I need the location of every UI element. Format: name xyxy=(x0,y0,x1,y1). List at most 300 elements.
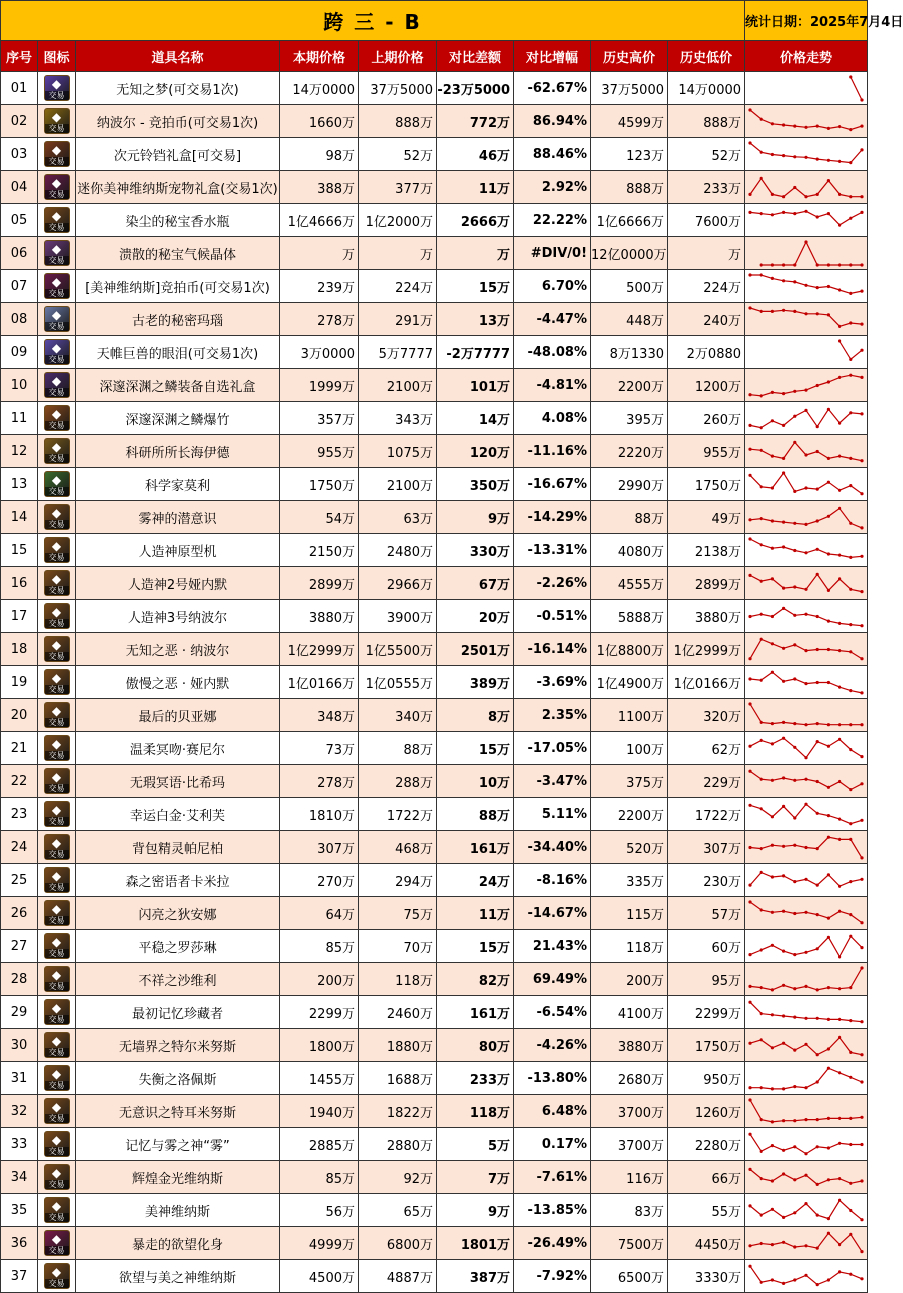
item-icon xyxy=(44,1164,70,1190)
trend-point xyxy=(793,389,796,392)
trend-point xyxy=(782,520,785,523)
trend-point xyxy=(760,1038,763,1041)
trend-point xyxy=(793,778,796,781)
item-icon xyxy=(44,504,70,530)
trend-point xyxy=(827,126,830,129)
item-icon-cell xyxy=(38,699,76,732)
trend-cell xyxy=(745,666,868,699)
trend-point xyxy=(771,1243,774,1246)
price-difference: 1801万 xyxy=(437,1227,514,1260)
trend-point xyxy=(849,689,852,692)
trend-point xyxy=(838,192,841,195)
change-percent: -4.81% xyxy=(514,369,591,402)
trend-point xyxy=(748,518,751,521)
item-glyph-icon: ◆ xyxy=(51,1133,62,1147)
trend-point xyxy=(860,1277,863,1280)
trend-point xyxy=(849,1075,852,1078)
trend-point xyxy=(804,522,807,525)
trend-point xyxy=(748,1041,751,1044)
trend-point xyxy=(827,480,830,483)
trend-point xyxy=(849,411,852,414)
table-row xyxy=(1,1062,868,1095)
previous-price: 2460万 xyxy=(359,996,437,1029)
previous-price: 92万 xyxy=(359,1161,437,1194)
trend-cell xyxy=(745,468,868,501)
trend-point xyxy=(793,414,796,417)
previous-price: 万 xyxy=(359,237,437,270)
trend-point xyxy=(793,1145,796,1148)
trend-point xyxy=(838,324,841,327)
item-icon xyxy=(44,801,70,827)
price-trend-sparkline xyxy=(745,73,867,104)
trend-point xyxy=(804,1152,807,1155)
price-trend-sparkline xyxy=(745,1162,867,1193)
trend-point xyxy=(860,195,863,198)
trend-point xyxy=(804,125,807,128)
row-number: 08 xyxy=(1,303,38,336)
current-price: 14万0000 xyxy=(280,72,359,105)
trend-point xyxy=(860,98,863,101)
trend-cell xyxy=(745,699,868,732)
trend-point xyxy=(748,953,751,956)
item-icon-cell xyxy=(38,534,76,567)
history-high: 888万 xyxy=(591,171,668,204)
history-high: 2220万 xyxy=(591,435,668,468)
trend-point xyxy=(816,547,819,550)
trend-cell xyxy=(745,501,868,534)
table-row xyxy=(1,963,868,996)
trend-line xyxy=(750,1134,862,1154)
price-trend-sparkline xyxy=(745,238,867,269)
trend-point xyxy=(748,1244,751,1247)
table-row xyxy=(1,435,868,468)
row-number: 13 xyxy=(1,468,38,501)
header-row xyxy=(1,41,868,72)
price-difference: 15万 xyxy=(437,732,514,765)
current-price: 3880万 xyxy=(280,600,359,633)
item-icon-cell xyxy=(38,303,76,336)
trade-tag: 交易 xyxy=(45,421,69,430)
trend-point xyxy=(771,419,774,422)
trend-point xyxy=(771,192,774,195)
trend-point xyxy=(760,517,763,520)
trend-point xyxy=(782,586,785,589)
item-name: 温柔冥吻·赛尼尔 xyxy=(76,732,280,765)
item-icon-cell xyxy=(38,171,76,204)
row-number: 31 xyxy=(1,1062,38,1095)
trend-point xyxy=(782,195,785,198)
trend-point xyxy=(793,722,796,725)
trend-point xyxy=(771,843,774,846)
trend-cell xyxy=(745,831,868,864)
trend-point xyxy=(860,782,863,785)
row-number: 28 xyxy=(1,963,38,996)
table-row xyxy=(1,1227,868,1260)
current-price: 1750万 xyxy=(280,468,359,501)
trade-tag: 交易 xyxy=(45,256,69,265)
item-icon xyxy=(44,570,70,596)
trend-point xyxy=(760,212,763,215)
change-percent: -7.92% xyxy=(514,1260,591,1293)
table-row xyxy=(1,534,868,567)
trend-cell xyxy=(745,765,868,798)
trend-line xyxy=(761,242,862,265)
history-low: 95万 xyxy=(668,963,745,996)
trend-point xyxy=(816,487,819,490)
trade-tag: 交易 xyxy=(45,91,69,100)
trend-point xyxy=(849,623,852,626)
item-icon xyxy=(44,174,70,200)
trend-point xyxy=(782,909,785,912)
row-number: 07 xyxy=(1,270,38,303)
table-row xyxy=(1,831,868,864)
change-percent: -13.85% xyxy=(514,1194,591,1227)
price-trend-sparkline xyxy=(745,1096,867,1127)
change-percent: 5.11% xyxy=(514,798,591,831)
previous-price: 70万 xyxy=(359,930,437,963)
trade-tag: 交易 xyxy=(45,850,69,859)
trend-cell xyxy=(745,1227,868,1260)
previous-price: 3900万 xyxy=(359,600,437,633)
trade-tag: 交易 xyxy=(45,883,69,892)
trend-point xyxy=(748,1264,751,1267)
current-price: 278万 xyxy=(280,303,359,336)
price-difference: 9万 xyxy=(437,501,514,534)
trend-point xyxy=(827,514,830,517)
item-icon xyxy=(44,240,70,266)
previous-price: 118万 xyxy=(359,963,437,996)
item-icon xyxy=(44,1065,70,1091)
trend-cell xyxy=(745,171,868,204)
item-glyph-icon: ◆ xyxy=(51,803,62,817)
trend-point xyxy=(771,1207,774,1210)
row-number: 32 xyxy=(1,1095,38,1128)
item-glyph-icon: ◆ xyxy=(51,605,62,619)
item-name: 不祥之沙维利 xyxy=(76,963,280,996)
history-high: 1100万 xyxy=(591,699,668,732)
row-number: 35 xyxy=(1,1194,38,1227)
item-icon-cell xyxy=(38,864,76,897)
trend-cell xyxy=(745,534,868,567)
item-glyph-icon: ◆ xyxy=(51,1034,62,1048)
trend-point xyxy=(760,176,763,179)
trend-point xyxy=(816,286,819,289)
trend-point xyxy=(771,1013,774,1016)
history-low: 66万 xyxy=(668,1161,745,1194)
change-percent: -16.67% xyxy=(514,468,591,501)
item-glyph-icon: ◆ xyxy=(51,737,62,751)
trade-tag: 交易 xyxy=(45,388,69,397)
item-name: 幸运白金·艾利芙 xyxy=(76,798,280,831)
trade-tag: 交易 xyxy=(45,1279,69,1288)
header-previous-price: 上期价格 xyxy=(359,41,437,72)
trend-point xyxy=(860,263,863,266)
previous-price: 468万 xyxy=(359,831,437,864)
item-icon xyxy=(44,339,70,365)
price-trend-sparkline xyxy=(745,1129,867,1160)
price-difference: 120万 xyxy=(437,435,514,468)
trend-cell xyxy=(745,237,868,270)
price-difference: 15万 xyxy=(437,270,514,303)
price-trend-sparkline xyxy=(745,568,867,599)
trend-point xyxy=(860,526,863,529)
trend-point xyxy=(827,814,830,817)
trend-point xyxy=(838,1116,841,1119)
trend-point xyxy=(849,1019,852,1022)
trend-point xyxy=(816,740,819,743)
item-glyph-icon: ◆ xyxy=(51,1067,62,1081)
price-trend-sparkline xyxy=(745,997,867,1028)
trend-point xyxy=(849,650,852,653)
trend-point xyxy=(793,1048,796,1051)
price-difference: 88万 xyxy=(437,798,514,831)
trend-point xyxy=(760,720,763,723)
trend-point xyxy=(816,883,819,886)
item-name: 人造神原型机 xyxy=(76,534,280,567)
previous-price: 75万 xyxy=(359,897,437,930)
previous-price: 1880万 xyxy=(359,1029,437,1062)
trend-point xyxy=(827,619,830,622)
trend-point xyxy=(748,1000,751,1003)
item-icon xyxy=(44,834,70,860)
trend-line xyxy=(750,738,862,758)
price-difference: 233万 xyxy=(437,1062,514,1095)
history-high: 115万 xyxy=(591,897,668,930)
item-glyph-icon: ◆ xyxy=(51,275,62,289)
row-number: 33 xyxy=(1,1128,38,1161)
header-difference: 对比差额 xyxy=(437,41,514,72)
trend-point xyxy=(748,744,751,747)
item-icon xyxy=(44,1230,70,1256)
trend-point xyxy=(860,459,863,462)
row-number: 11 xyxy=(1,402,38,435)
trend-point xyxy=(771,875,774,878)
trend-point xyxy=(816,215,819,218)
trend-point xyxy=(793,212,796,215)
change-percent: -11.16% xyxy=(514,435,591,468)
row-number: 36 xyxy=(1,1227,38,1260)
item-icon-cell xyxy=(38,72,76,105)
trend-point xyxy=(860,289,863,292)
trend-point xyxy=(827,744,830,747)
table-row xyxy=(1,138,868,171)
trend-point xyxy=(827,647,830,650)
trend-point xyxy=(793,585,796,588)
trend-point xyxy=(849,521,852,524)
item-icon xyxy=(44,306,70,332)
trend-point xyxy=(782,844,785,847)
item-glyph-icon: ◆ xyxy=(51,1166,62,1180)
trend-point xyxy=(827,1278,830,1281)
previous-price: 52万 xyxy=(359,138,437,171)
trend-point xyxy=(782,1281,785,1284)
item-icon xyxy=(44,1098,70,1124)
trend-point xyxy=(760,543,763,546)
trend-point xyxy=(827,916,830,919)
trend-point xyxy=(793,745,796,748)
trend-point xyxy=(816,779,819,782)
item-glyph-icon: ◆ xyxy=(51,869,62,883)
previous-price: 888万 xyxy=(359,105,437,138)
trend-point xyxy=(849,75,852,78)
trend-point xyxy=(782,308,785,311)
trade-tag: 交易 xyxy=(45,1246,69,1255)
trend-point xyxy=(771,122,774,125)
history-low: 224万 xyxy=(668,270,745,303)
trend-point xyxy=(838,987,841,990)
change-percent: -14.29% xyxy=(514,501,591,534)
trend-point xyxy=(804,209,807,212)
trend-point xyxy=(793,440,796,443)
current-price: 3万0000 xyxy=(280,336,359,369)
item-name: 无知之梦(可交易1次) xyxy=(76,72,280,105)
trend-point xyxy=(771,1144,774,1147)
history-low: 2299万 xyxy=(668,996,745,1029)
trend-point xyxy=(849,128,852,131)
current-price: 54万 xyxy=(280,501,359,534)
trend-line xyxy=(750,178,862,196)
trend-point xyxy=(760,807,763,810)
history-high: 116万 xyxy=(591,1161,668,1194)
row-number: 14 xyxy=(1,501,38,534)
trade-tag: 交易 xyxy=(45,718,69,727)
trend-point xyxy=(838,488,841,491)
trend-point xyxy=(849,1050,852,1053)
price-trend-sparkline xyxy=(745,469,867,500)
trend-point xyxy=(793,880,796,883)
history-high: 5888万 xyxy=(591,600,668,633)
change-percent: -3.69% xyxy=(514,666,591,699)
trade-tag: 交易 xyxy=(45,784,69,793)
item-name: 傲慢之恶 · 娅内默 xyxy=(76,666,280,699)
trend-point xyxy=(849,788,852,791)
history-low: 55万 xyxy=(668,1194,745,1227)
row-number: 01 xyxy=(1,72,38,105)
item-glyph-icon: ◆ xyxy=(51,506,62,520)
change-percent: -2.26% xyxy=(514,567,591,600)
trend-point xyxy=(816,263,819,266)
trend-point xyxy=(827,723,830,726)
trend-point xyxy=(748,393,751,396)
trend-point xyxy=(827,1146,830,1149)
history-low: 2280万 xyxy=(668,1128,745,1161)
trend-point xyxy=(860,856,863,859)
history-high: 4555万 xyxy=(591,567,668,600)
item-glyph-icon: ◆ xyxy=(51,1232,62,1246)
trend-point xyxy=(849,1142,852,1145)
item-name: 科学家莫利 xyxy=(76,468,280,501)
history-low: 950万 xyxy=(668,1062,745,1095)
trend-cell xyxy=(745,864,868,897)
table-row xyxy=(1,864,868,897)
change-percent: #DIV/0! xyxy=(514,237,591,270)
trend-point xyxy=(760,986,763,989)
trend-line xyxy=(750,1169,862,1184)
trend-point xyxy=(860,492,863,495)
history-high: 335万 xyxy=(591,864,668,897)
previous-price: 1722万 xyxy=(359,798,437,831)
trend-point xyxy=(804,910,807,913)
history-low: 4450万 xyxy=(668,1227,745,1260)
trend-point xyxy=(849,263,852,266)
item-glyph-icon: ◆ xyxy=(51,473,62,487)
trend-point xyxy=(816,680,819,683)
item-glyph-icon: ◆ xyxy=(51,539,62,553)
previous-price: 63万 xyxy=(359,501,437,534)
trend-point xyxy=(793,1119,796,1122)
trend-point xyxy=(782,1087,785,1090)
history-low: 233万 xyxy=(668,171,745,204)
item-icon-cell xyxy=(38,1161,76,1194)
item-name: 纳波尔 - 竞拍币(可交易1次) xyxy=(76,105,280,138)
trend-point xyxy=(860,148,863,151)
item-icon xyxy=(44,966,70,992)
trend-point xyxy=(804,1042,807,1045)
change-percent: 69.49% xyxy=(514,963,591,996)
change-percent: -6.54% xyxy=(514,996,591,1029)
trend-point xyxy=(793,677,796,680)
trade-tag: 交易 xyxy=(45,949,69,958)
trade-tag: 交易 xyxy=(45,1213,69,1222)
item-glyph-icon: ◆ xyxy=(51,308,62,322)
item-icon xyxy=(44,537,70,563)
trend-cell xyxy=(745,897,868,930)
trend-point xyxy=(804,1086,807,1089)
table-row xyxy=(1,732,868,765)
price-difference: 15万 xyxy=(437,930,514,963)
trend-point xyxy=(849,555,852,558)
item-icon-cell xyxy=(38,435,76,468)
trend-point xyxy=(782,1215,785,1218)
trend-point xyxy=(827,1231,830,1234)
trade-tag: 交易 xyxy=(45,520,69,529)
item-icon xyxy=(44,735,70,761)
trend-point xyxy=(838,1177,841,1180)
item-glyph-icon: ◆ xyxy=(51,77,62,91)
current-price: 200万 xyxy=(280,963,359,996)
trend-point xyxy=(771,778,774,781)
trend-point xyxy=(816,947,819,950)
trend-line xyxy=(750,211,862,225)
trade-tag: 交易 xyxy=(45,1114,69,1123)
trend-point xyxy=(860,921,863,924)
item-icon-cell xyxy=(38,1128,76,1161)
change-percent: 4.08% xyxy=(514,402,591,435)
current-price: 1亿2999万 xyxy=(280,633,359,666)
current-price: 1999万 xyxy=(280,369,359,402)
row-number: 12 xyxy=(1,435,38,468)
history-low: 7600万 xyxy=(668,204,745,237)
trend-line xyxy=(750,375,862,396)
trend-point xyxy=(838,263,841,266)
trend-cell xyxy=(745,105,868,138)
trend-point xyxy=(816,1283,819,1286)
trend-point xyxy=(748,1086,751,1089)
trend-point xyxy=(860,412,863,415)
table-row xyxy=(1,402,868,435)
trend-point xyxy=(849,880,852,883)
trend-point xyxy=(849,1232,852,1235)
trend-point xyxy=(771,546,774,549)
trend-point xyxy=(793,548,796,551)
trend-point xyxy=(782,263,785,266)
current-price: 2299万 xyxy=(280,996,359,1029)
history-low: 1722万 xyxy=(668,798,745,831)
item-icon xyxy=(44,768,70,794)
table-row xyxy=(1,1029,868,1062)
trend-point xyxy=(827,179,830,182)
history-low: 955万 xyxy=(668,435,745,468)
